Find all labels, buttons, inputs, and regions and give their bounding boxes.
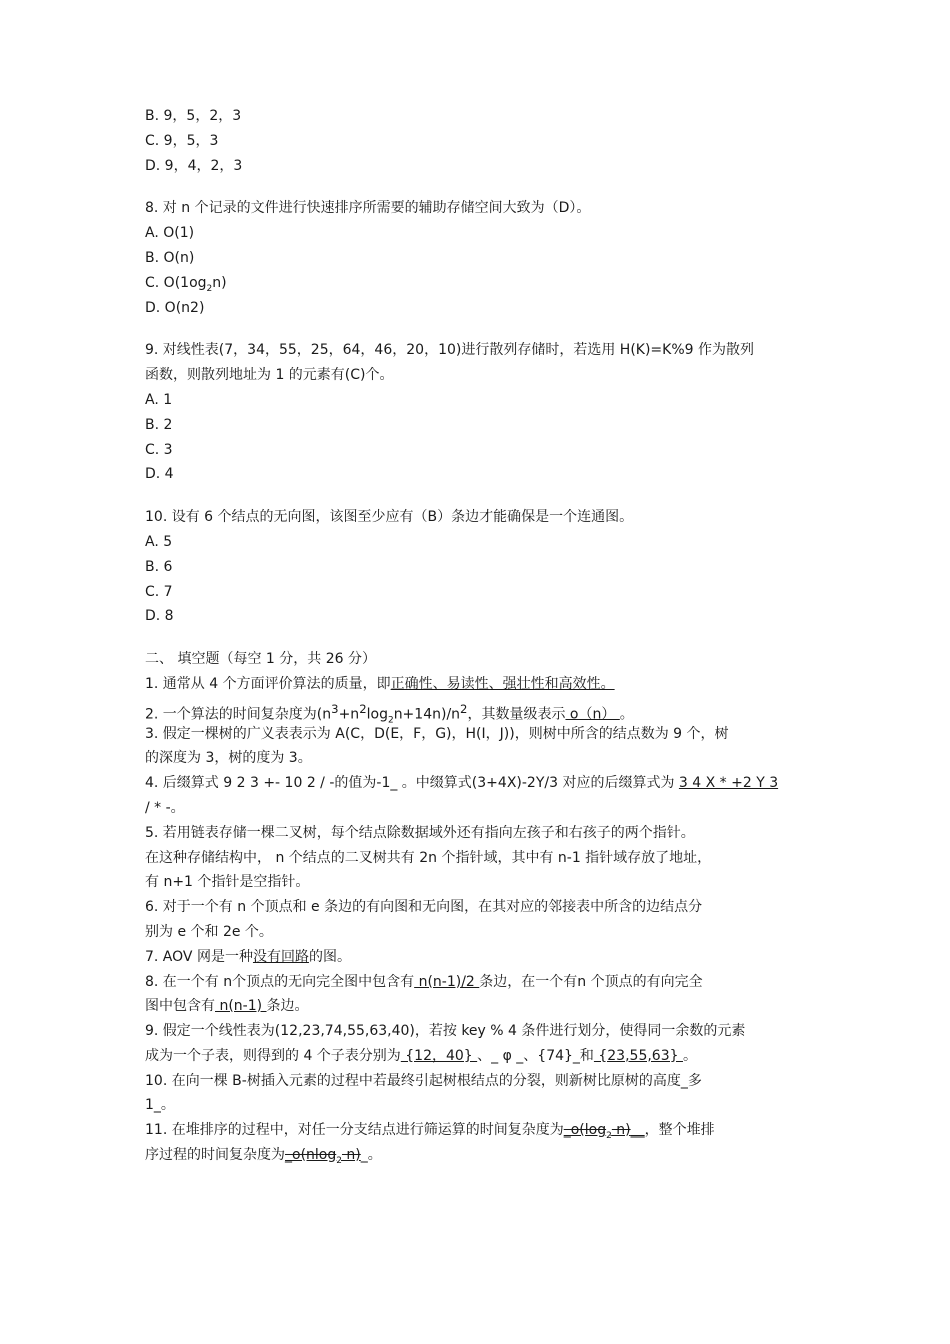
fill-5-line3: 有 n+1 个指针是空指针。	[145, 874, 310, 891]
q7-option-b: B. 9，5，2，3	[145, 108, 242, 124]
q9-option-d: D. 4	[145, 466, 174, 483]
q8-option-b: B. O(n)	[145, 249, 195, 266]
fill-6-line1: 6. 对于一个有 n 个顶点和 e 条边的有向图和无向图，在其对应的邻接表中所含的边结点分	[145, 899, 703, 916]
q8-option-a: A. O(1)	[145, 225, 195, 242]
fill-5-line2: 在这种存储结构中， n 个结点的二叉树共有 2n 个指针域，其中有 n-1 指针域存放了地址，	[145, 849, 712, 866]
q8-stem: 8. 对 n 个记录的文件进行快速排序所需要的辅助存储空间大致为（D）。	[145, 200, 591, 217]
fill-10-line2: 1_。	[145, 1097, 175, 1114]
fill-6-line2: 别为 e 个和 2e 个。	[145, 923, 273, 940]
q9-option-c: C. 3	[145, 441, 173, 458]
fill-9-line1: 9. 假定一个线性表为(12,23,74,55,63,40)，若按 key % 4 条件进行划分，使得同一余数的元素	[145, 1023, 746, 1040]
fill-11-answer-2: _o(nlog$_2$ n)	[285, 1147, 361, 1166]
q9-option-a: A. 1	[145, 391, 173, 408]
fill-8-answer-1: n(n-1)/2	[414, 973, 480, 990]
fill-8-line2: 图中包含有 n(n-1) 条边。	[145, 998, 309, 1015]
q10-option-b: B. 6	[145, 558, 173, 575]
fill-9-answer-2: {23,55,63}	[593, 1047, 683, 1064]
fill-1: 1. 通常从 4 个方面评价算法的质量，即正确性、易读性、强壮性和高效性。	[145, 675, 615, 692]
fill-4-answer: 3 4 X * +2 Y 3	[678, 775, 779, 792]
fill-4-line2: / * -。	[145, 799, 185, 816]
q10-stem: 10. 设有 6 个结点的无向图，该图至少应有（B）条边才能确保是一个连通图。	[145, 509, 634, 526]
q9-stem-line2: 函数，则散列地址为 1 的元素有(C)个。	[145, 367, 394, 384]
fill-11-line2: 序过程的时间复杂度为_o(nlog$_2$ n)_。	[145, 1147, 382, 1166]
q9-stem-line1: 9. 对线性表(7，34，55，25，64，46，20，10)进行散列存储时，若选用 H(K)=K%9 作为散列	[145, 342, 754, 359]
fill-3-line2: 的深度为 3，树的度为 3。	[145, 750, 312, 767]
fill-8-line1: 8. 在一个有 n个顶点的无向完全图中包含有 n(n-1)/2 条边，在一个有n 个顶点的有向完全	[145, 973, 703, 990]
fill-9-answer-1: {12，40}	[400, 1047, 478, 1064]
document-page	[145, 104, 815, 1168]
fill-11-answer-1: $\_o(\log_2$ n)__	[563, 1122, 645, 1142]
fill-9-line2: 成为一个子表，则得到的 4 个子表分别为 {12，40} 、_ φ _、{74}_和 {23,55,63} 。	[145, 1047, 697, 1064]
q7-option-d: D. 9，4，2，3	[145, 157, 243, 174]
q7-option-c: C. 9，5，3	[145, 132, 219, 149]
fill-10-line1: 10. 在向一棵 B-树插入元素的过程中若最终引起树根结点的分裂，则新树比原树的高度_多	[145, 1072, 702, 1089]
fill-2-answer: o（n）	[565, 706, 620, 723]
fill-1-answer: 正确性、易读性、强壮性和高效性。	[390, 675, 615, 692]
q10-option-a: A. 5	[145, 533, 173, 550]
fill-7-answer: 没有回路	[252, 948, 309, 965]
fill-8-answer-2: n(n-1)	[215, 998, 267, 1015]
fill-2: 2. 一个算法的时间复杂度为$(n^3+n^2\log_2n+14n)/n^2$，其数量级表示 o（n） 。	[145, 701, 634, 726]
fill-11-line1: 11. 在堆排序的过程中，对任一分支结点进行筛运算的时间复杂度为$\_o(\log_2$ n)__，整个堆排	[145, 1122, 715, 1142]
fill-4-line1: 4. 后缀算式 9 2 3 +- 10 2 / -的值为-1_ 。中缀算式(3+4X)-2Y/3 对应的后缀算式为 3 4 X * +2 Y 3	[145, 775, 779, 792]
fill-3-line1: 3. 假定一棵树的广义表表示为 A(C，D(E，F，G)，H(I，J))，则树中所含的结点数为 9 个，树	[145, 725, 729, 742]
q10-option-c: C. 7	[145, 583, 173, 600]
q8-option-d: D. O(n2)	[145, 299, 205, 316]
q10-option-d: D. 8	[145, 608, 174, 625]
fill-7: 7. AOV 网是一种没有回路的图。	[145, 948, 351, 965]
section2-heading: 二、 填空题（每空 1 分，共 26 分）	[145, 651, 376, 668]
q9-option-b: B. 2	[145, 416, 173, 433]
q8-option-c: C. $O(1og_2n)$	[145, 274, 227, 294]
fill-5-line1: 5. 若用链表存储一棵二叉树，每个结点除数据域外还有指向左孩子和右孩子的两个指针。	[145, 824, 695, 841]
